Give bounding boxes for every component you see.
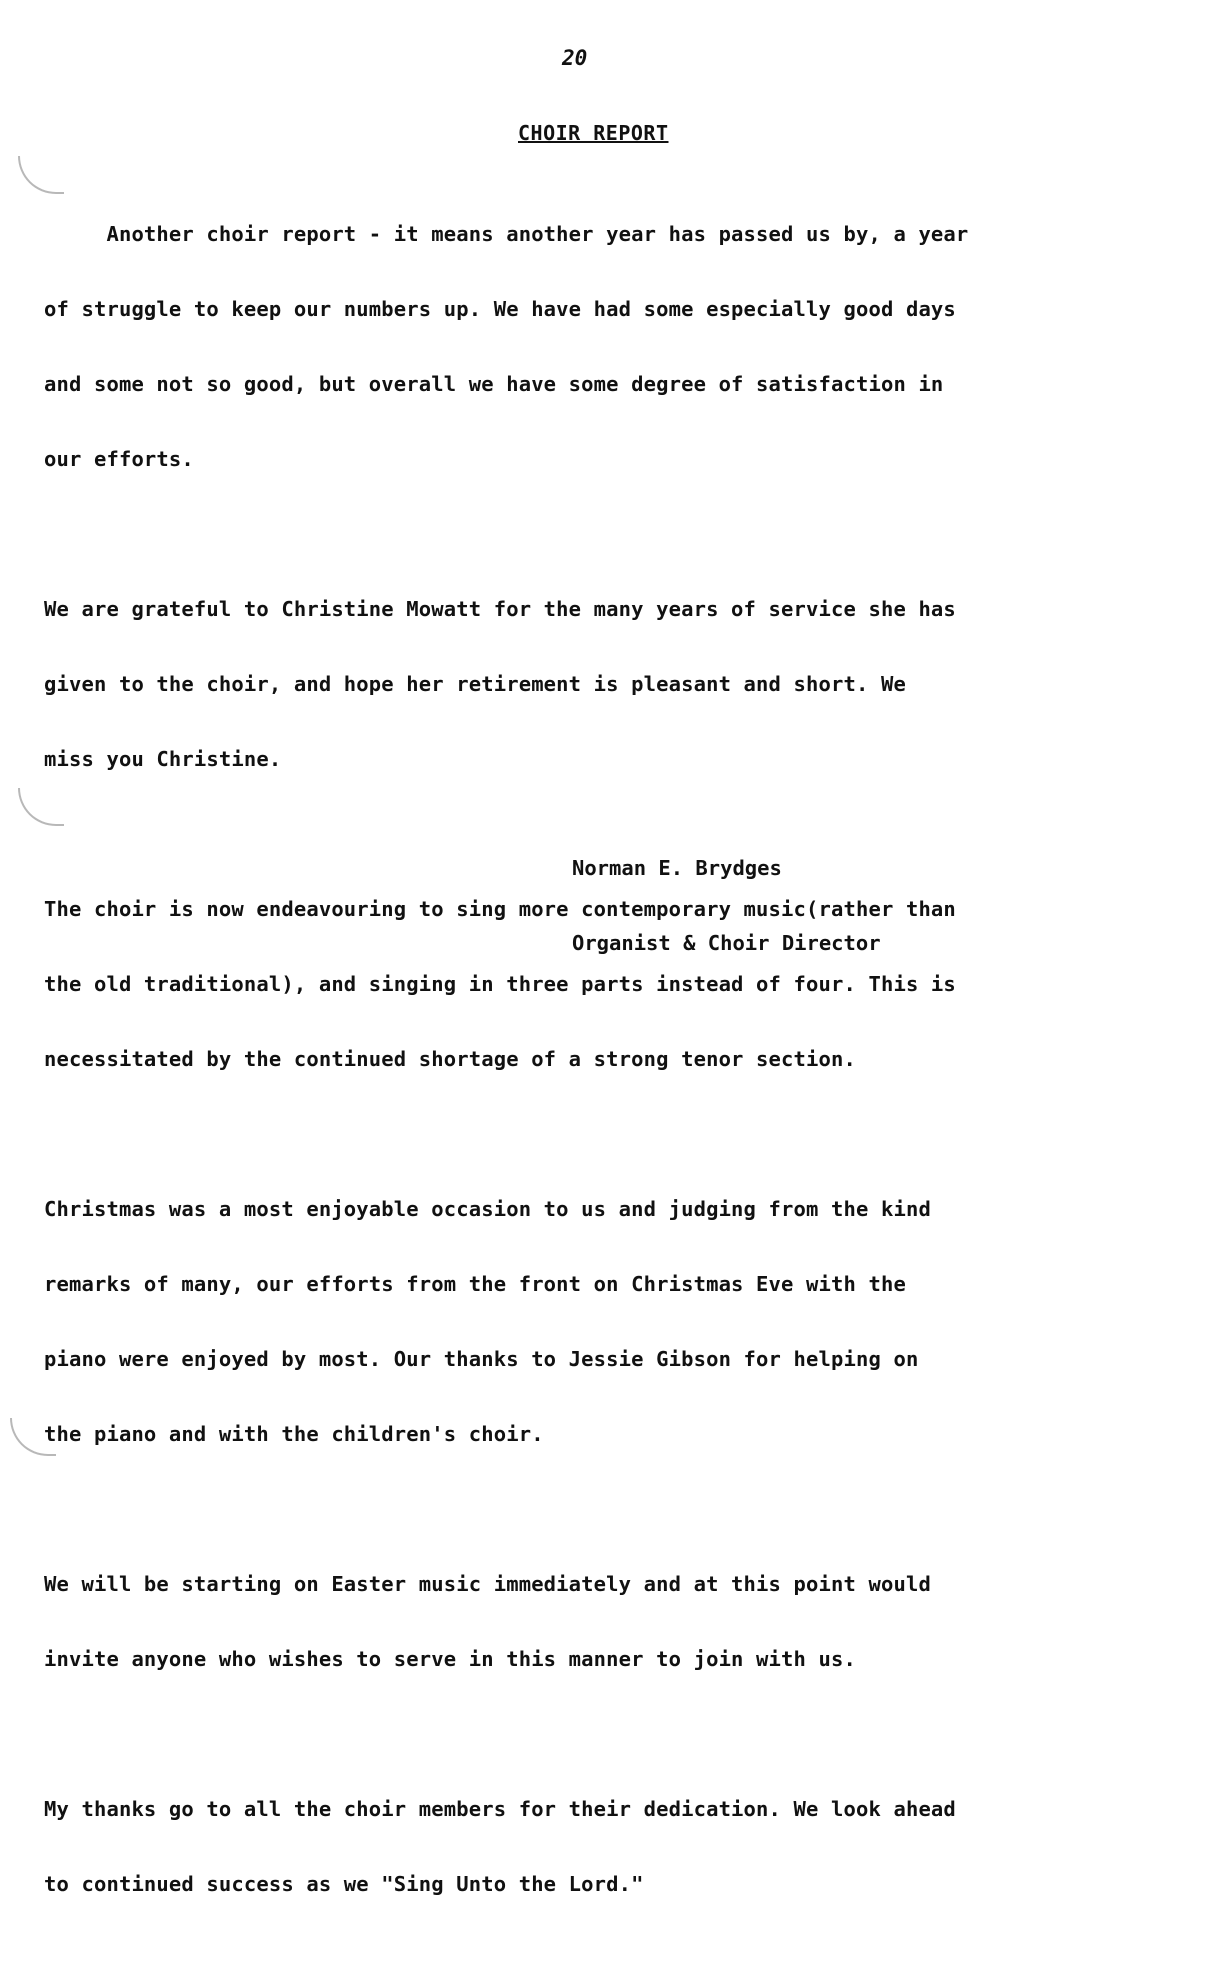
text-line: Christmas was a most enjoyable occasion to us and judging from the kind (44, 1197, 931, 1221)
signature-block (572, 806, 881, 1006)
text-line: We are grateful to Christine Mowatt for the many years of service she has (44, 597, 956, 621)
text-line: necessitated by the continued shortage of a strong tenor section. (44, 1047, 856, 1071)
paragraph (44, 1522, 1144, 1722)
report-title: CHOIR REPORT (518, 121, 669, 145)
page-number: 20 (562, 46, 588, 70)
text-line: remarks of many, our efforts from the front on Christmas Eve with the (44, 1272, 906, 1296)
signature-name: Norman E. Brydges (572, 856, 782, 880)
report-body (44, 172, 1144, 1972)
text-line: the piano and with the children's choir. (44, 1422, 544, 1446)
text-line: We will be starting on Easter music immediately and at this point would (44, 1572, 931, 1596)
text-line: The choir is now endeavouring to sing more contemporary music(rather than (44, 897, 956, 921)
text-line: My thanks go to all the choir members for their dedication. We look ahead (44, 1797, 956, 1821)
text-line: piano were enjoyed by most. Our thanks to Jessie Gibson for helping on (44, 1347, 919, 1371)
text-line: Another choir report - it means another year has passed us by, a year (44, 222, 969, 246)
signature-role: Organist & Choir Director (572, 931, 881, 955)
text-line: of struggle to keep our numbers up. We have had some especially good days (44, 297, 956, 321)
text-line: and some not so good, but overall we have some degree of satisfaction in (44, 372, 944, 396)
text-line: invite anyone who wishes to serve in this manner to join with us. (44, 1647, 856, 1671)
paragraph (44, 1747, 1144, 1947)
paragraph (44, 172, 1144, 522)
paragraph (44, 1147, 1144, 1497)
text-line: miss you Christine. (44, 747, 282, 771)
text-line: the old traditional), and singing in three parts instead of four. This is (44, 972, 956, 996)
text-line: our efforts. (44, 447, 194, 471)
text-line: given to the choir, and hope her retirement is pleasant and short. We (44, 672, 906, 696)
text-line: to continued success as we "Sing Unto the Lord." (44, 1872, 644, 1896)
paragraph (44, 547, 1144, 822)
